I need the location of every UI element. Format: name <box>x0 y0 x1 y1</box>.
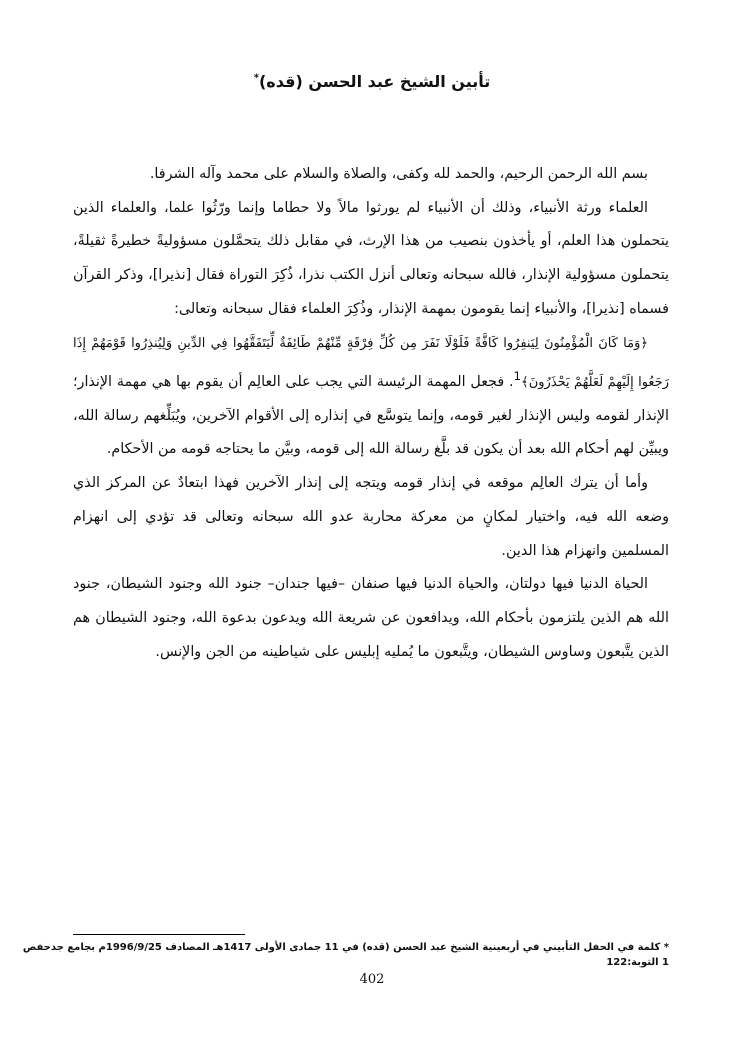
paragraph-verse <box>73 327 669 468</box>
title-text: تأبين الشيخ عبد الحسن (قده) <box>258 72 491 91</box>
quran-verse: ﴿وَمَا كَانَ الْمُؤْمِنُونَ لِيَنفِرُوا كَافَّةً فَلَوْلَا نَفَرَ مِن كُلِّ فِرْقَةٍ مِّنْهُمْ طَائِفَةٌ لِّيَتَفَقَّهُوا فِي الدِّينِ وَلِيُنذِرُوا قَوْمَهُمْ إِذَا رَجَعُوا إِلَيْهِمْ لَعَلَّهُمْ يَحْذَرُونَ﴾ <box>73 335 669 390</box>
verse-footnote-ref: 1 <box>513 369 522 384</box>
paragraph-opening: بسم الله الرحمن الرحيم، والحمد لله وكفى، والصلاة والسلام على محمد وآله الشرفا. <box>149 166 648 182</box>
paragraph-mission: . فجعل المهمة الرئيسة التي يجب على العالِم أن يقوم بها هي مهمة الإنذار؛ الإنذار لقومه وليس الإنذار لغير قومه، وإنما يتوسَّع في إنذاره إلى الأقوام الآخرين، ويُبَلِّغهم رسالة الله، ويبيِّن لهم أحكام الله بعد أن يكون قد بلَّغ رسالة الله إلى قومه، وبيَّن ما يحتاجه قومه من الأحكام. <box>73 373 669 458</box>
footnote-source: 1 التوبة:122 <box>606 957 669 968</box>
footnotes <box>22 940 669 970</box>
paragraph-scholars: العلماء ورثة الأنبياء، وذلك أن الأنبياء لم يورثوا مالاً ولا حطاما وإنما ورّثُوا علما، والعلماء الذين يتحملون هذا العلم، أو يأخذون بنصيب من هذا الإرث، في مقابل ذلك يتحمَّلون مسؤوليةً خطيرةً ثقيلةً، يتحملون مسؤولية الإنذار، فالله سبحانه وتعالى أنزل الكتب نذرا، ذُكِرَ التوراة فقال [نذيرا]، وذكر القرآن فسماه [نذيرا]، والأنبياء إنما يقومون بمهمة الإنذار، وذُكِرَ العلماء فقال سبحانه وتعالى: <box>73 199 669 317</box>
page-title <box>0 72 744 91</box>
title-footnote-mark: * <box>253 72 259 84</box>
footnote-divider <box>73 934 245 935</box>
footnote-occasion: * كلمة في الحفل التأبيني في أربعينية الشيخ عبد الحسن (قده) في 11 جمادى الأولى 1417هـ المصادف 1996/9/25م بجامع جدحفص <box>22 942 669 953</box>
body-text <box>73 158 669 669</box>
paragraph-two-armies: الحياة الدنيا فيها دولتان، والحياة الدنيا فيها صنفان –فيها جندان– جنود الله وجنود الشيطان، جنود الله هم الذين يلتزمون بأحكام الله، ويدافعون عن شريعة الله ويدعون بدعوة الله، وجنود الشيطان هم الذين يتَّبعون وساوس الشيطان، ويتَّبعون ما يُمليه إبليس على شياطينه من الجن والإنس. <box>73 576 669 660</box>
page-number: 402 <box>359 972 385 987</box>
paragraph-center: وأما أن يترك العالِم موقعه في إنذار قومه ويتجه إلى إنذار الآخرين فهذا ابتعادٌ عن المركز الذي وضعه الله فيه، واختيار لمكانٍ من معركة محاربة عدو الله سبحانه وتعالى قد تؤدي إلى انهزام المسلمين وانهزام هذا الدين. <box>73 475 669 559</box>
